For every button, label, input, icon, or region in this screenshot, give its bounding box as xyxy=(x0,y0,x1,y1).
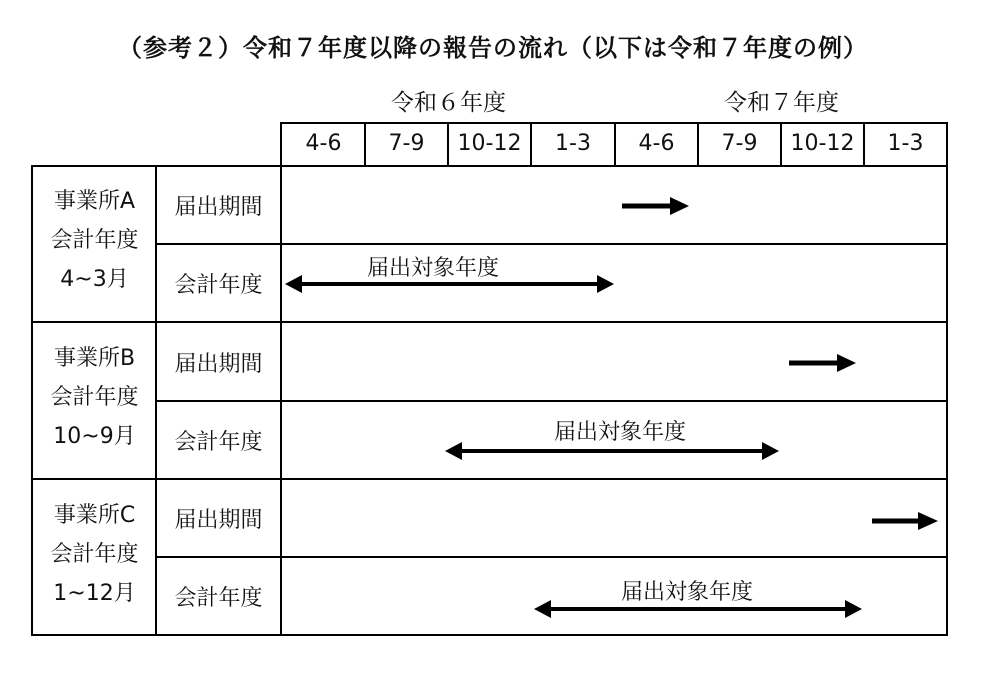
filing-arrow-c xyxy=(872,512,938,530)
quarter-header-6: 7-9 xyxy=(721,131,758,156)
entity-c-fy-range: 1~12月 xyxy=(53,581,136,606)
entity-b-fy-range: 10~9月 xyxy=(53,424,136,449)
entity-a-fy-label: 会計年度 xyxy=(50,228,139,253)
year-header-r7: 令和７年度 xyxy=(724,90,839,116)
entity-a-fy-range: 4~3月 xyxy=(60,267,129,292)
quarter-header-2: 7-9 xyxy=(388,131,425,156)
quarter-header-1: 4-6 xyxy=(305,131,342,156)
arrow-label-c: 届出対象年度 xyxy=(620,580,753,605)
quarter-header-3: 10-12 xyxy=(457,131,522,156)
entity-c-fy-label: 会計年度 xyxy=(50,542,139,567)
arrow-label-a: 届出対象年度 xyxy=(366,256,499,281)
entity-b-name: 事業所B xyxy=(53,346,136,371)
year-header-r6: 令和６年度 xyxy=(391,90,506,116)
quarter-header-7: 10-12 xyxy=(790,131,855,156)
quarter-header-8: 1-3 xyxy=(887,131,924,156)
fiscal-arrow-b xyxy=(445,442,779,460)
filing-arrow-a xyxy=(622,197,689,215)
fiscal-arrow-a xyxy=(285,275,614,293)
row-label-filing-period: 届出期間 xyxy=(174,195,263,220)
diagram-title: （参考２）令和７年度以降の報告の流れ（以下は令和７年度の例） xyxy=(118,34,868,62)
entity-b-fy-label: 会計年度 xyxy=(50,385,139,410)
row-label-fiscal-year: 会計年度 xyxy=(174,586,263,611)
arrow-label-b: 届出対象年度 xyxy=(553,420,686,445)
row-label-filing-period: 届出期間 xyxy=(174,508,263,533)
row-label-fiscal-year: 会計年度 xyxy=(174,430,263,455)
quarter-header-5: 4-6 xyxy=(638,131,675,156)
filing-arrow-b xyxy=(789,354,856,372)
entity-a-name: 事業所A xyxy=(53,189,136,214)
row-label-filing-period: 届出期間 xyxy=(174,352,263,377)
row-label-fiscal-year: 会計年度 xyxy=(174,273,263,298)
fiscal-arrow-c xyxy=(534,600,862,618)
quarter-header-4: 1-3 xyxy=(555,131,591,156)
entity-c-name: 事業所C xyxy=(53,503,136,528)
